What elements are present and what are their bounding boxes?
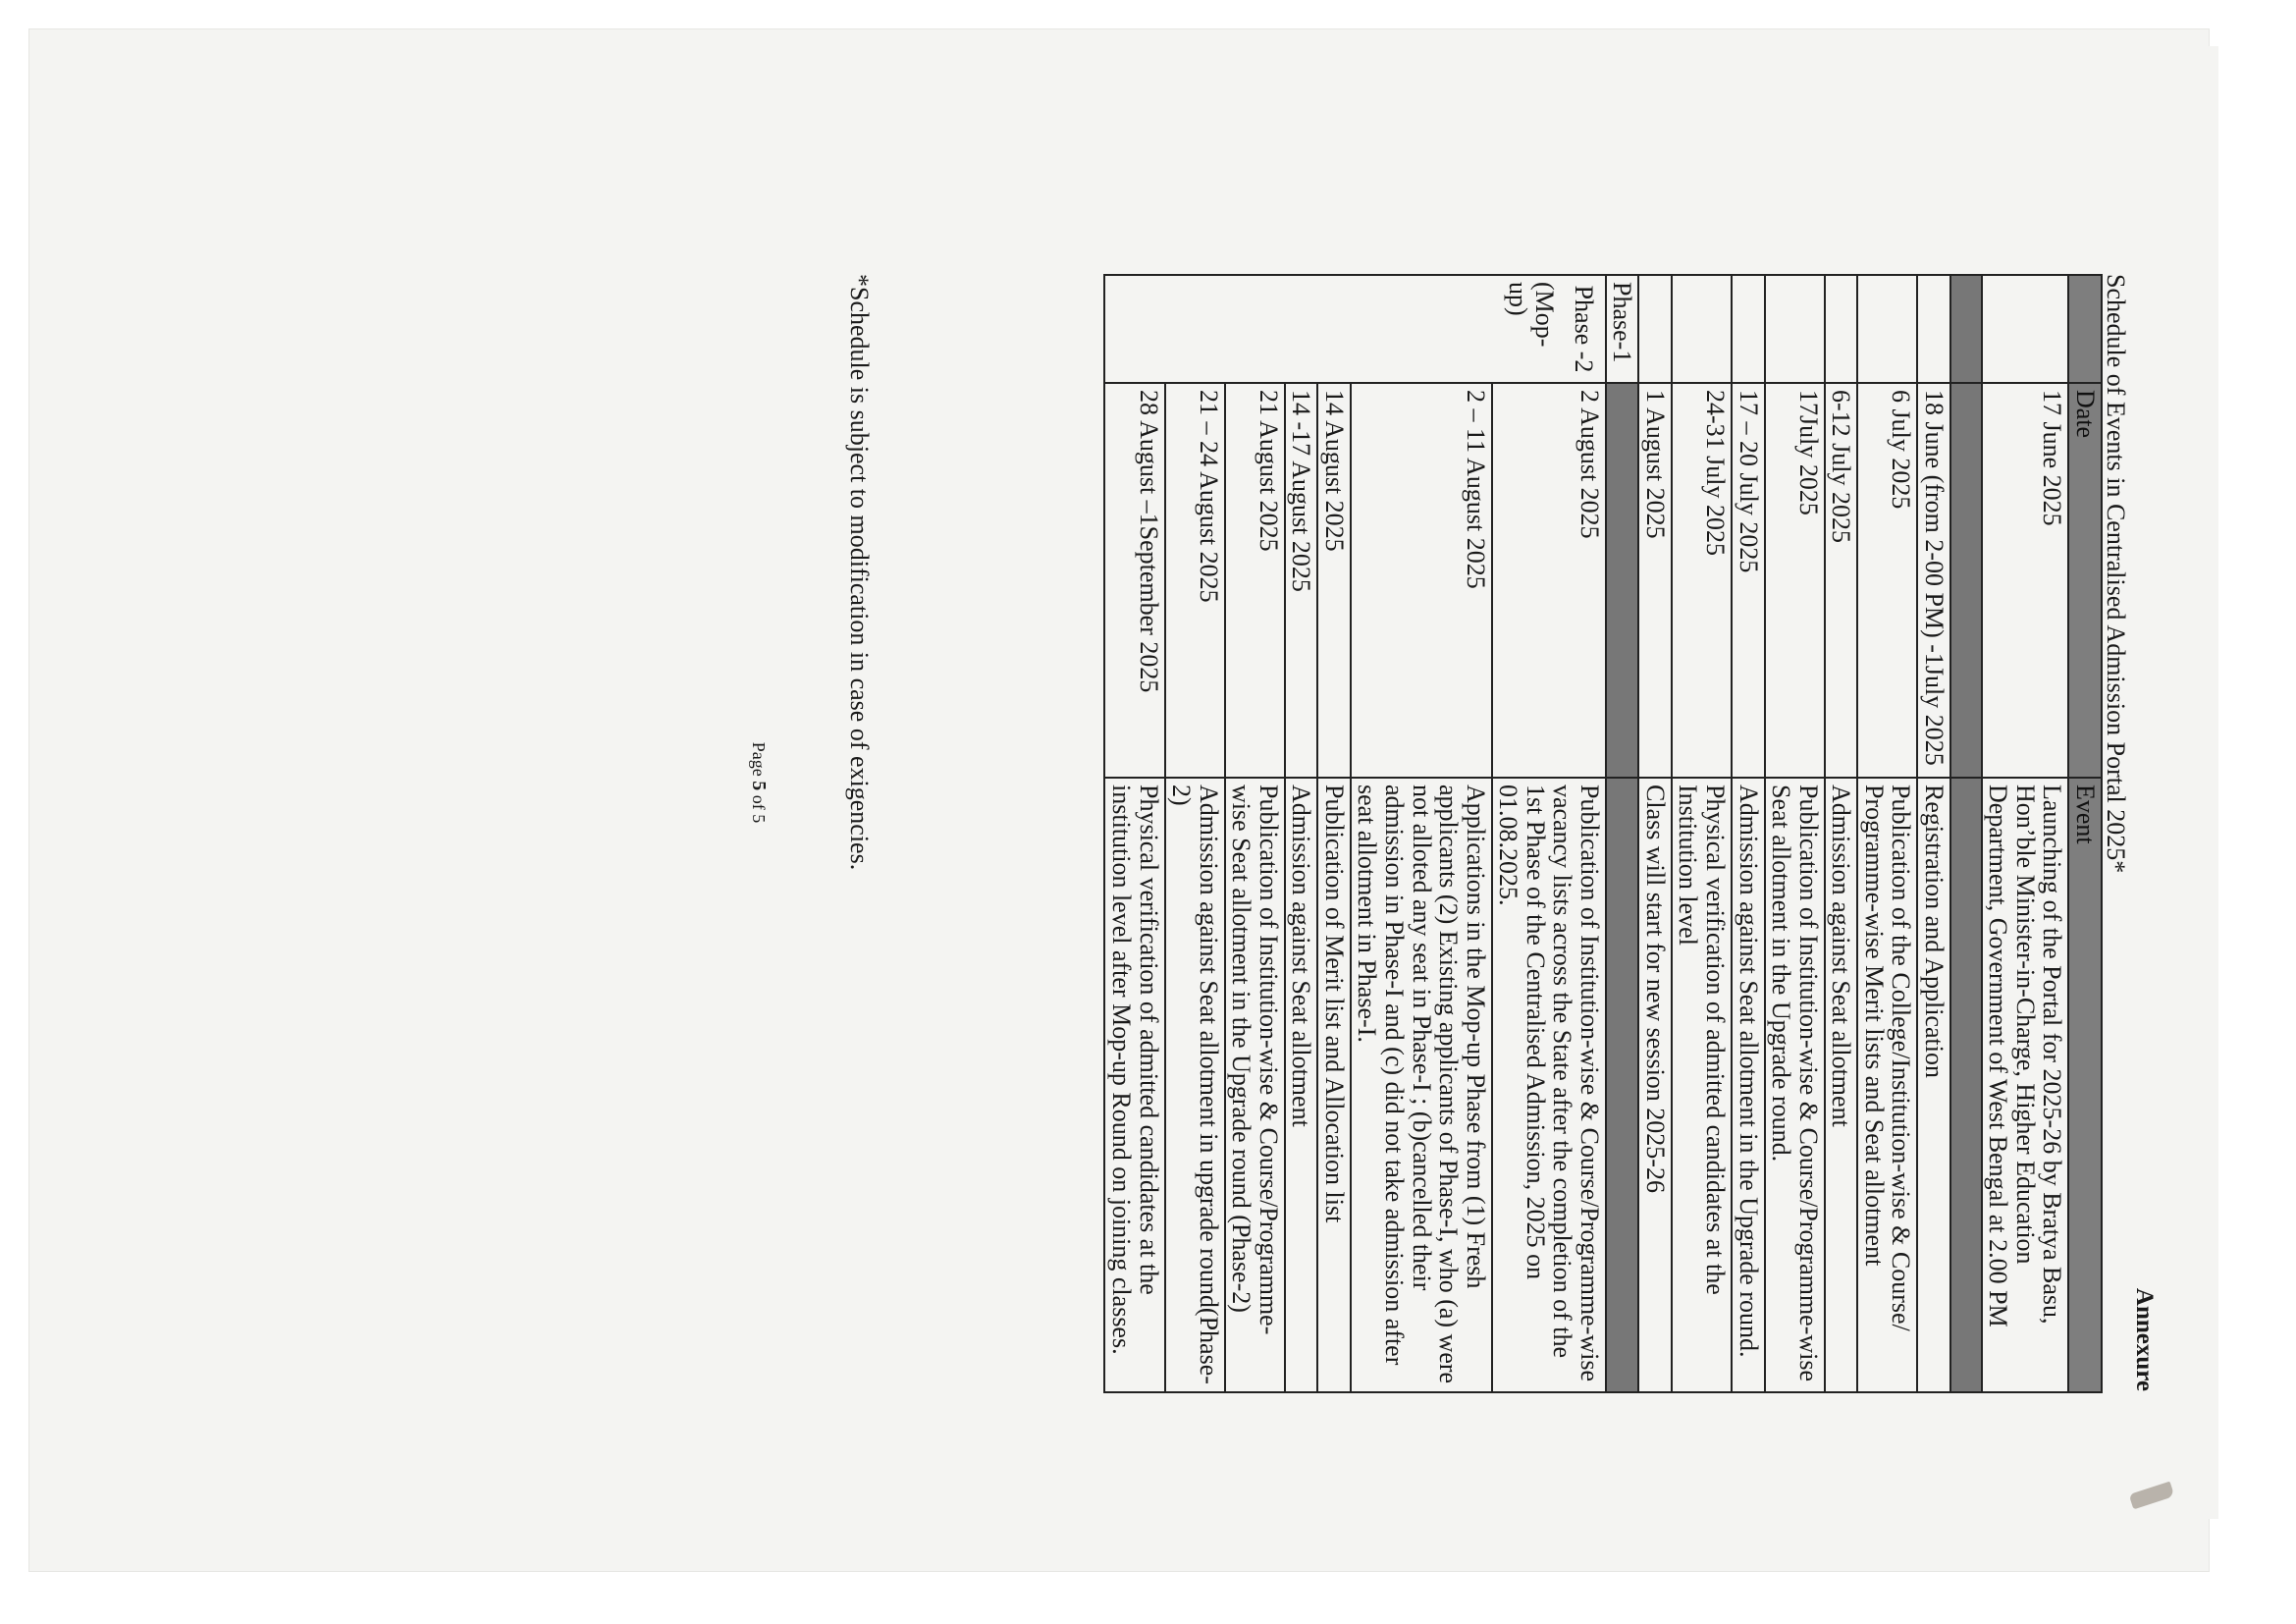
phase-cell-empty — [1732, 275, 1765, 383]
shaded-cell — [1606, 383, 1639, 778]
phase-2-cell — [1105, 275, 1606, 383]
shaded-cell — [1950, 275, 1982, 383]
table-row — [1917, 275, 1950, 1392]
page-current: 5 — [748, 781, 770, 791]
date-cell: 6-12 July 2025 — [1825, 383, 1858, 778]
table-row — [1672, 275, 1732, 1392]
shaded-cell — [1606, 778, 1639, 1392]
date-cell: 1 August 2025 — [1638, 383, 1672, 778]
event-cell: Publication of Merit list and Allocation list — [1317, 778, 1351, 1392]
event-cell: Admission against Seat allotment in the Upgrade round. — [1732, 778, 1765, 1392]
phase-cell-empty — [1825, 275, 1858, 383]
table-header-row — [2068, 275, 2102, 1392]
event-cell: Admission against Seat allotment — [1285, 778, 1318, 1392]
page-of: of — [749, 794, 769, 810]
event-cell: Physical verification of admitted candidates at the institution level after Mop-up Round on joining classes. — [1105, 778, 1165, 1392]
date-cell: 14 -17 August 2025 — [1285, 383, 1318, 778]
phase-1-row — [1606, 275, 1639, 1392]
footnote: *Schedule is subject to modification in case of exigencies. — [845, 274, 874, 871]
date-cell: 2 August 2025 — [1492, 383, 1606, 778]
table-row — [1732, 275, 1765, 1392]
date-cell: 17 – 20 July 2025 — [1732, 383, 1765, 778]
phase-cell-empty — [1982, 275, 2069, 383]
shaded-cell — [1950, 778, 1982, 1392]
annexure-label: Annexure — [2131, 1287, 2158, 1391]
table-row — [1165, 275, 1225, 1392]
event-cell: Publication of Institution-wise & Course/Programme- wise Seat allotment in the Upgrade round (Phase-2) — [1225, 778, 1285, 1392]
page-total: 5 — [749, 814, 769, 824]
date-cell: 17 June 2025 — [1982, 383, 2069, 778]
page-number — [747, 46, 770, 1519]
date-cell: 17July 2025 — [1765, 383, 1825, 778]
event-cell: Publication of Institution-wise & Course/Programme-wise Seat allotment in the Upgrade round. — [1765, 778, 1825, 1392]
date-cell: 24-31 July 2025 — [1672, 383, 1732, 778]
event-cell: Launching of the Portal for 2025-26 by Bratya Basu, Hon’ble Minister-in-Charge, Higher Education Department, Government of West Bengal at 2.00 PM — [1982, 778, 2069, 1392]
event-cell: Publication of the College/Institution-wise & Course/ Programme-wise Merit lists and Seat allotment — [1857, 778, 1917, 1392]
phase-1-label: Phase-1 — [1606, 275, 1639, 383]
event-cell: Physical verification of admitted candidates at the Institution level — [1672, 778, 1732, 1392]
table-row — [1857, 275, 1917, 1392]
phase-cell-empty — [1857, 275, 1917, 383]
phase-2-sublabel: (Mop-up) — [1503, 282, 1560, 348]
table-row — [1638, 275, 1672, 1392]
table-row — [1825, 275, 1858, 1392]
date-cell: 21 August 2025 — [1225, 383, 1285, 778]
table-row — [1492, 275, 1606, 1392]
event-cell: Registration and Application — [1917, 778, 1950, 1392]
date-cell: 28 August –1September 2025 — [1105, 383, 1165, 778]
table-row — [1765, 275, 1825, 1392]
header-event: Event — [2068, 778, 2102, 1392]
event-cell: Admission against Seat allotment — [1825, 778, 1858, 1392]
date-cell: 21 – 24 August 2025 — [1165, 383, 1225, 778]
table-row — [1351, 275, 1492, 1392]
schedule-table — [1104, 274, 2104, 1393]
header-date: Date — [2068, 383, 2102, 778]
shaded-cell — [1950, 383, 1982, 778]
phase-2-label: Phase -2 — [1569, 285, 1598, 373]
table-row — [1982, 275, 2069, 1392]
phase-cell-empty — [1765, 275, 1825, 383]
event-cell: Admission against Seat allotment in upgrade round(Phase-2) — [1165, 778, 1225, 1392]
table-row — [1225, 275, 1285, 1392]
page-prefix: Page — [749, 741, 769, 777]
date-cell: 14 August 2025 — [1317, 383, 1351, 778]
event-cell: Publication of Institution-wise & Course/Programme-wise vacancy lists across the State after the completion of the 1st Phase of the Centralised Admission, 2025 on 01.08.2025. — [1492, 778, 1606, 1392]
schedule-title: Schedule of Events in Centralised Admission Portal 2025* — [2102, 274, 2130, 874]
phase-cell-empty — [1917, 275, 1950, 383]
rotated-document-page — [108, 46, 2218, 1519]
phase-cell-empty — [1638, 275, 1672, 383]
event-cell: Class will start for new session 2025-26 — [1638, 778, 1672, 1392]
shaded-separator-row — [1950, 275, 1982, 1392]
table-row — [1317, 275, 1351, 1392]
date-cell: 18 June (from 2-00 PM) -1July 2025 — [1917, 383, 1950, 778]
date-cell: 2 – 11 August 2025 — [1351, 383, 1492, 778]
table-row — [1105, 275, 1165, 1392]
date-cell: 6 July 2025 — [1857, 383, 1917, 778]
table-row — [1285, 275, 1318, 1392]
header-phase-cell — [2068, 275, 2102, 383]
phase-cell-empty — [1672, 275, 1732, 383]
event-cell: Applications in the Mop-up Phase from (1) Fresh applicants (2) Existing applicants of Phase-I, who (a) were not alloted any seat in Phase-I ; (b)cancelled their admission in Phase-I and (c) did not take admission after seat allotment in Phase-I. — [1351, 778, 1492, 1392]
